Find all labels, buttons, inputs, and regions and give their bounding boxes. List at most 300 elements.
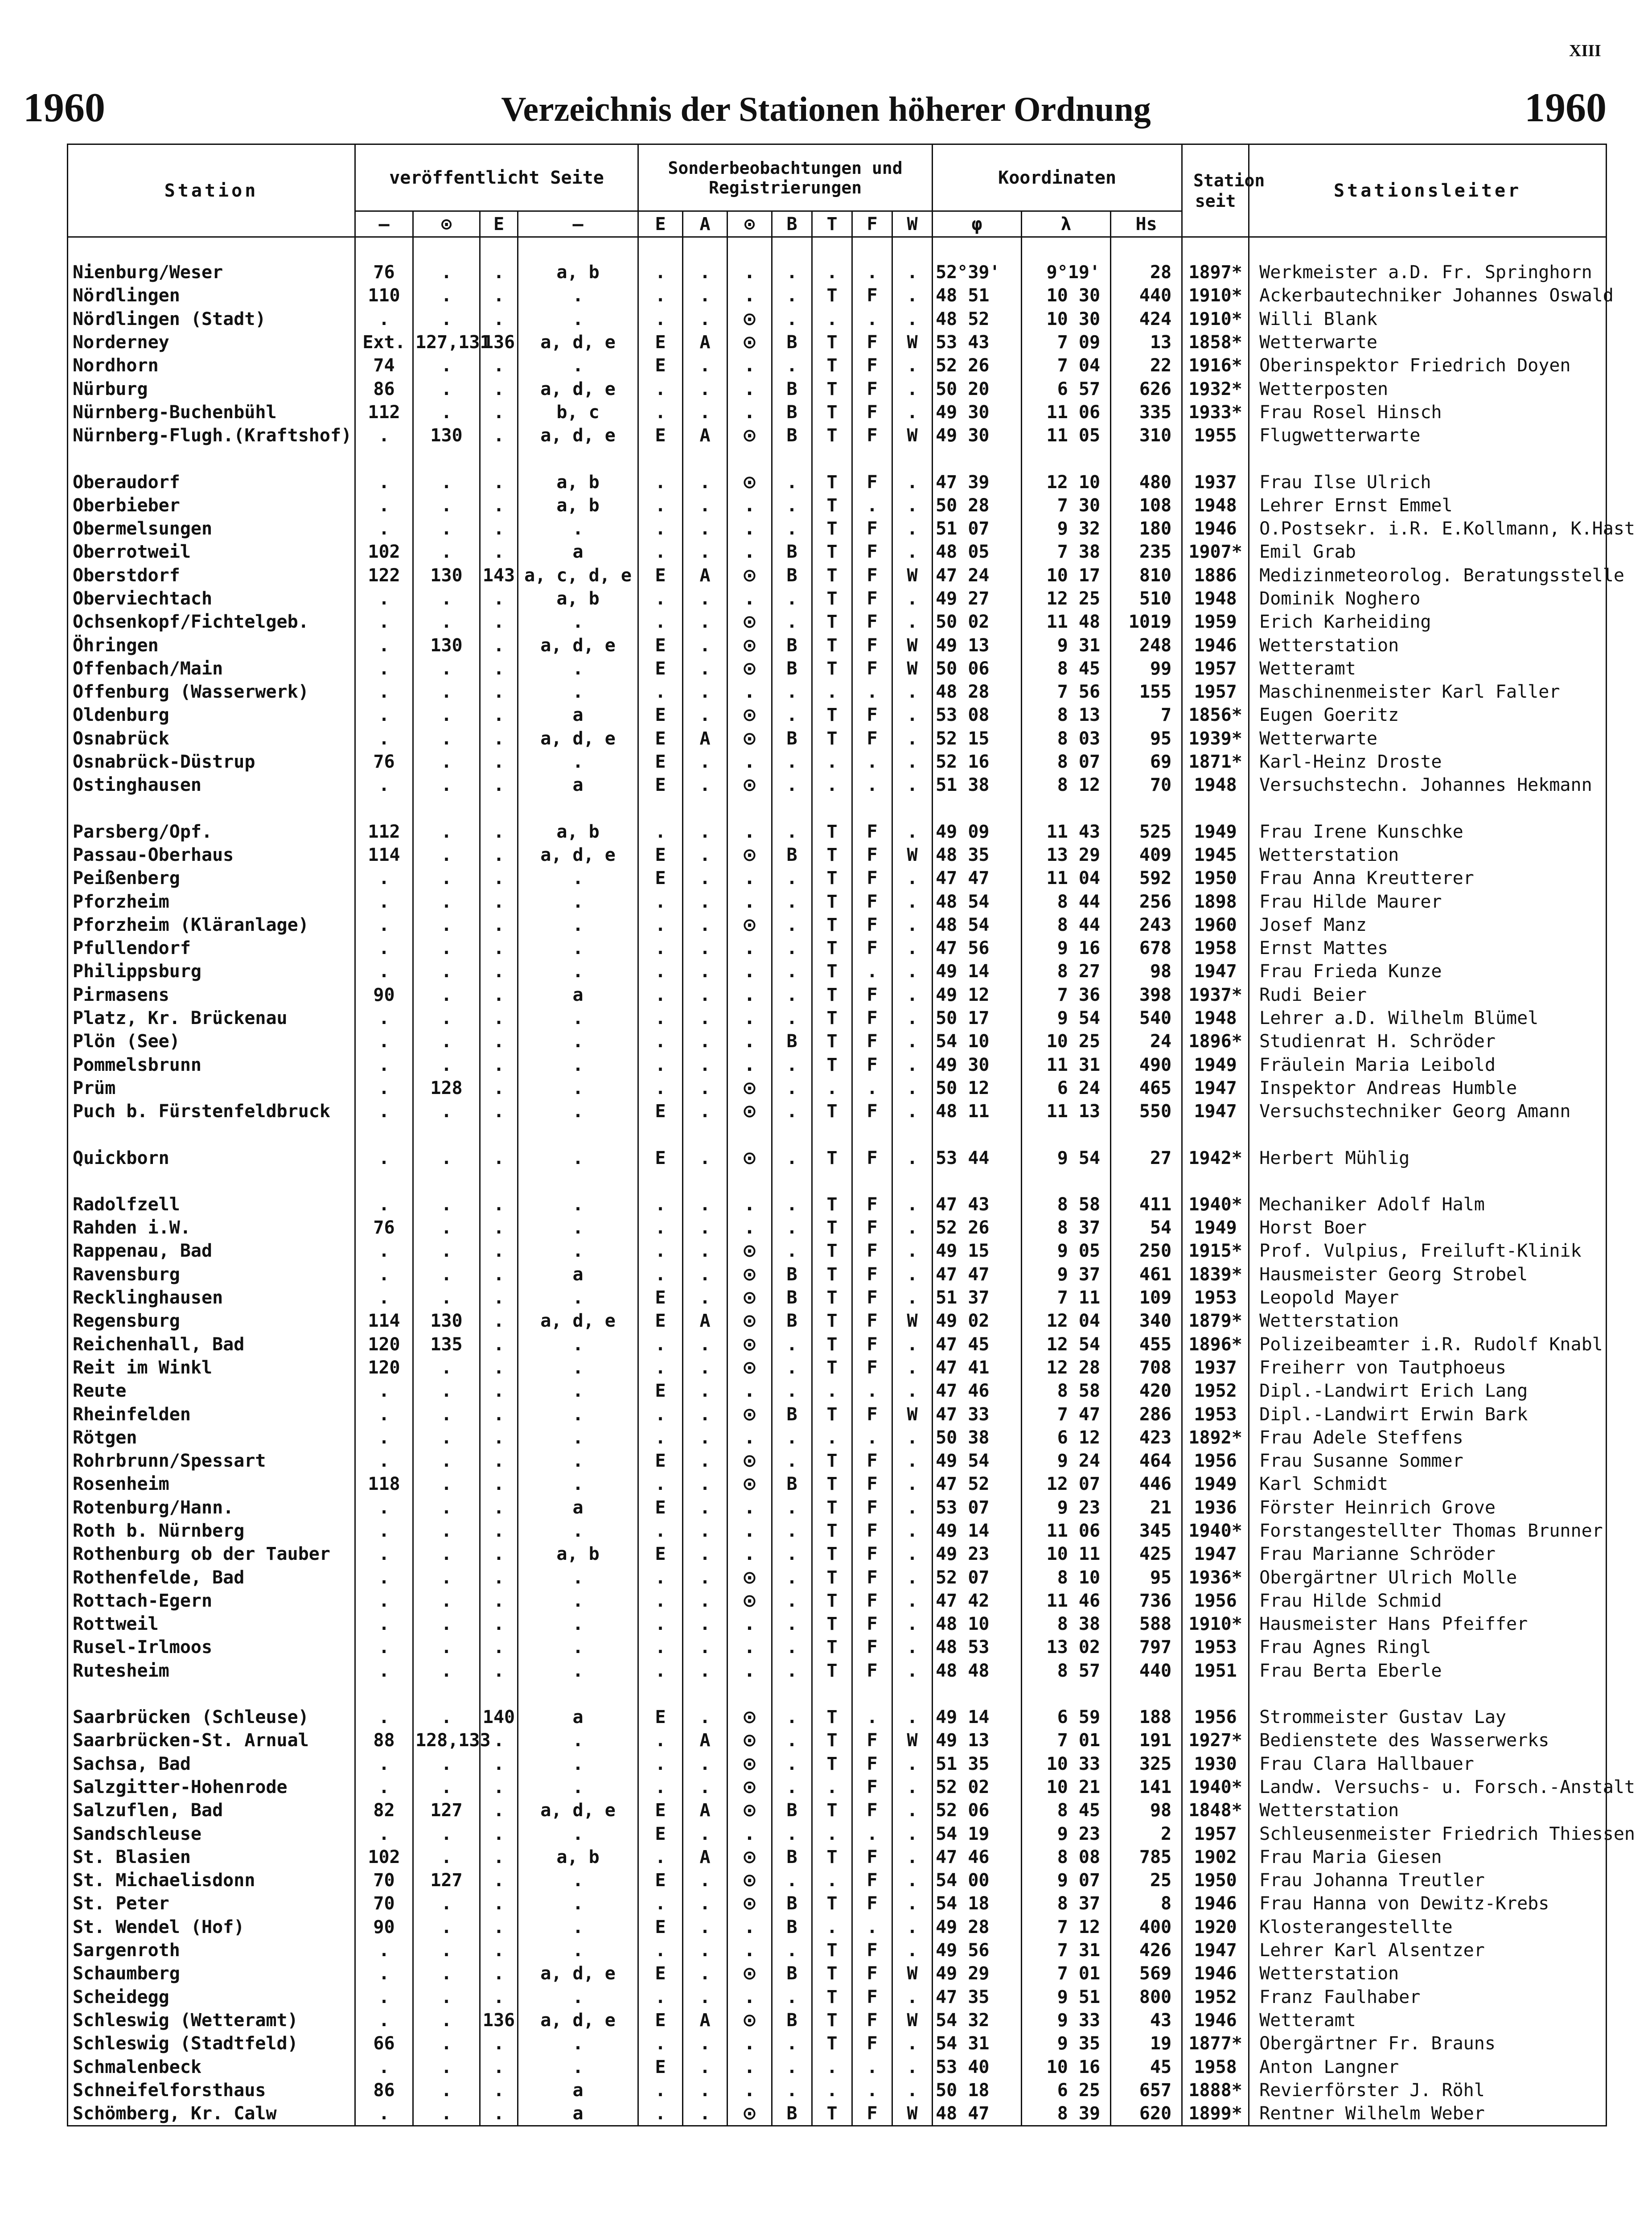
station-name: Rohrbrunn/Spessart xyxy=(68,1449,355,1472)
table-row xyxy=(68,1612,1607,1636)
pub-e: . xyxy=(480,587,518,610)
obs-b: B xyxy=(772,1402,812,1426)
coord-phi: 49 54 xyxy=(933,1449,1022,1472)
pub-a: 122 xyxy=(355,564,413,587)
obs-a: . xyxy=(683,750,727,773)
empty-cell xyxy=(480,797,518,820)
obs-e: . xyxy=(638,308,683,331)
section-gap xyxy=(68,797,1607,820)
empty-cell xyxy=(933,1682,1022,1706)
station-name: Pforzheim (Kläranlage) xyxy=(68,913,355,937)
pub-e: . xyxy=(480,1519,518,1542)
pub-b: . xyxy=(518,1077,638,1100)
pub-sun: 135 xyxy=(413,1332,480,1356)
obs-t: . xyxy=(812,2079,852,2102)
obs-sun: ⊙ xyxy=(727,1356,772,1379)
empty-cell xyxy=(68,797,355,820)
obs-sun: ⊙ xyxy=(727,727,772,750)
pub-a: 102 xyxy=(355,540,413,563)
coord-lambda: 8 03 xyxy=(1022,727,1111,750)
coord-lambda: 8 38 xyxy=(1022,1612,1111,1636)
obs-t: . xyxy=(812,1822,852,1845)
pub-e: 136 xyxy=(480,2009,518,2032)
station-name: Rottweil xyxy=(68,1612,355,1636)
pub-a: 102 xyxy=(355,1846,413,1869)
pub-a: 76 xyxy=(355,261,413,284)
obs-t: T xyxy=(812,517,852,540)
coord-lambda: 9 54 xyxy=(1022,1146,1111,1169)
pub-sun: . xyxy=(413,1822,480,1845)
coord-height: 440 xyxy=(1111,284,1182,307)
obs-b: B xyxy=(772,1263,812,1286)
station-since: 1896* xyxy=(1182,1030,1249,1053)
obs-b: . xyxy=(772,1496,812,1519)
obs-a: . xyxy=(683,1636,727,1659)
obs-w: W xyxy=(892,1309,933,1332)
obs-f: F xyxy=(852,1869,892,1892)
pub-sun: . xyxy=(413,2009,480,2032)
coord-height: 510 xyxy=(1111,587,1182,610)
obs-a: . xyxy=(683,820,727,843)
pub-sun: . xyxy=(413,354,480,377)
pub-a: . xyxy=(355,1146,413,1169)
coord-height: 424 xyxy=(1111,308,1182,331)
pub-b: . xyxy=(518,1286,638,1309)
station-name: Pommelsbrunn xyxy=(68,1053,355,1077)
empty-cell xyxy=(1249,1682,1607,1706)
coord-height: 335 xyxy=(1111,401,1182,424)
pub-a: . xyxy=(355,960,413,983)
pub-b: a, d, e xyxy=(518,1309,638,1332)
empty-cell xyxy=(852,447,892,470)
obs-b: B xyxy=(772,564,812,587)
pub-a: 90 xyxy=(355,983,413,1007)
coord-height: 420 xyxy=(1111,1379,1182,1402)
coord-height: 70 xyxy=(1111,773,1182,797)
obs-e: . xyxy=(638,960,683,983)
empty-cell xyxy=(1022,1682,1111,1706)
pub-b: . xyxy=(518,1100,638,1123)
coord-height: 340 xyxy=(1111,1309,1182,1332)
obs-w: . xyxy=(892,1542,933,1566)
coord-height: 25 xyxy=(1111,1869,1182,1892)
obs-f: F xyxy=(852,424,892,447)
station-leader: Obergärtner Fr. Brauns xyxy=(1249,2032,1607,2055)
obs-b: . xyxy=(772,750,812,773)
pub-e: . xyxy=(480,1566,518,1589)
station-name: Oberaudorf xyxy=(68,470,355,494)
obs-a: . xyxy=(683,1449,727,1472)
obs-w: . xyxy=(892,494,933,517)
obs-t: T xyxy=(812,401,852,424)
pub-sun: . xyxy=(413,1659,480,1682)
obs-w: . xyxy=(892,2055,933,2078)
coord-height: 19 xyxy=(1111,2032,1182,2055)
obs-b: B xyxy=(772,1916,812,1939)
obs-t: T xyxy=(812,1263,852,1286)
table-row xyxy=(68,680,1607,703)
obs-w: . xyxy=(892,960,933,983)
obs-w: . xyxy=(892,750,933,773)
col-pub-2: E xyxy=(480,211,518,237)
station-name: Radolfzell xyxy=(68,1193,355,1216)
station-since: 1946 xyxy=(1182,2009,1249,2032)
pub-a: . xyxy=(355,1053,413,1077)
coord-phi: 49 02 xyxy=(933,1309,1022,1332)
pub-a: . xyxy=(355,1589,413,1612)
coord-phi: 54 31 xyxy=(933,2032,1022,2055)
station-since: 1945 xyxy=(1182,843,1249,867)
obs-sun: . xyxy=(727,2055,772,2078)
station-since: 1947 xyxy=(1182,960,1249,983)
pub-sun: . xyxy=(413,960,480,983)
coord-phi: 49 15 xyxy=(933,1239,1022,1263)
empty-cell xyxy=(812,237,852,261)
obs-f: F xyxy=(852,1356,892,1379)
pub-a: . xyxy=(355,517,413,540)
obs-w: . xyxy=(892,1496,933,1519)
station-name: Schleswig (Wetteramt) xyxy=(68,2009,355,2032)
coord-height: 461 xyxy=(1111,1263,1182,1286)
coord-phi: 48 48 xyxy=(933,1659,1022,1682)
obs-f: F xyxy=(852,1146,892,1169)
coord-lambda: 8 45 xyxy=(1022,657,1111,680)
obs-e: . xyxy=(638,1589,683,1612)
obs-f: F xyxy=(852,820,892,843)
pub-e: . xyxy=(480,1100,518,1123)
obs-a: . xyxy=(683,1030,727,1053)
pub-a: . xyxy=(355,1100,413,1123)
station-leader: Josef Manz xyxy=(1249,913,1607,937)
pub-b: . xyxy=(518,517,638,540)
pub-e: . xyxy=(480,1869,518,1892)
table-row xyxy=(68,2102,1607,2126)
coord-lambda: 10 21 xyxy=(1022,1776,1111,1799)
obs-e: E xyxy=(638,331,683,354)
pub-sun: . xyxy=(413,820,480,843)
pub-sun: . xyxy=(413,540,480,563)
obs-f: F xyxy=(852,1100,892,1123)
obs-f: F xyxy=(852,1776,892,1799)
empty-cell xyxy=(355,447,413,470)
coord-height: 24 xyxy=(1111,1030,1182,1053)
pub-sun: . xyxy=(413,1053,480,1077)
pub-e: . xyxy=(480,843,518,867)
pub-sun: . xyxy=(413,680,480,703)
obs-b: B xyxy=(772,1286,812,1309)
pub-sun: . xyxy=(413,1007,480,1030)
pub-sun: . xyxy=(413,1566,480,1589)
station-since: 1937 xyxy=(1182,1356,1249,1379)
table-row xyxy=(68,1822,1607,1845)
obs-a: . xyxy=(683,1892,727,1915)
pub-b: . xyxy=(518,657,638,680)
coord-lambda: 8 58 xyxy=(1022,1193,1111,1216)
coord-height: 180 xyxy=(1111,517,1182,540)
pub-e: . xyxy=(480,1309,518,1332)
table-row xyxy=(68,890,1607,913)
station-since: 1871* xyxy=(1182,750,1249,773)
obs-e: . xyxy=(638,1659,683,1682)
station-leader: Wetterstation xyxy=(1249,633,1607,657)
pub-e: . xyxy=(480,1379,518,1402)
station-leader: Flugwetterwarte xyxy=(1249,424,1607,447)
pub-b: a xyxy=(518,1706,638,1729)
station-since: 1839* xyxy=(1182,1263,1249,1286)
pub-sun: . xyxy=(413,1146,480,1169)
pub-a: . xyxy=(355,633,413,657)
obs-f: F xyxy=(852,890,892,913)
pub-e: . xyxy=(480,1077,518,1100)
station-name: Rusel-Irlmoos xyxy=(68,1636,355,1659)
obs-sun: ⊙ xyxy=(727,564,772,587)
table-row xyxy=(68,610,1607,633)
pub-sun: 128,133 xyxy=(413,1729,480,1752)
station-name: Sandschleuse xyxy=(68,1822,355,1845)
empty-cell xyxy=(892,447,933,470)
pub-e: . xyxy=(480,517,518,540)
obs-t: T xyxy=(812,843,852,867)
empty-cell xyxy=(518,237,638,261)
obs-w: . xyxy=(892,1939,933,1962)
station-leader: Rentner Wilhelm Weber xyxy=(1249,2102,1607,2126)
obs-a: . xyxy=(683,1402,727,1426)
obs-a: . xyxy=(683,1496,727,1519)
station-name: Sachsa, Bad xyxy=(68,1752,355,1776)
obs-w: . xyxy=(892,1030,933,1053)
coord-lambda: 12 54 xyxy=(1022,1332,1111,1356)
table-row xyxy=(68,703,1607,727)
obs-sun: ⊙ xyxy=(727,424,772,447)
pub-a: . xyxy=(355,1962,413,1985)
obs-w: . xyxy=(892,913,933,937)
pub-a: . xyxy=(355,494,413,517)
obs-sun: . xyxy=(727,1216,772,1239)
station-since: 1940* xyxy=(1182,1519,1249,1542)
obs-e: E xyxy=(638,424,683,447)
coord-phi: 49 14 xyxy=(933,1706,1022,1729)
coord-height: 708 xyxy=(1111,1356,1182,1379)
empty-cell xyxy=(933,1123,1022,1146)
empty-cell xyxy=(683,237,727,261)
pub-sun: . xyxy=(413,1100,480,1123)
pub-a: . xyxy=(355,773,413,797)
obs-f: F xyxy=(852,983,892,1007)
station-name: Peißenberg xyxy=(68,867,355,890)
coord-lambda: 6 25 xyxy=(1022,2079,1111,2102)
empty-cell xyxy=(355,797,413,820)
obs-e: E xyxy=(638,1146,683,1169)
table-row xyxy=(68,1496,1607,1519)
pub-e: . xyxy=(480,1939,518,1962)
obs-f: F xyxy=(852,1402,892,1426)
station-leader: Frau Anna Kreutterer xyxy=(1249,867,1607,890)
coord-lambda: 7 56 xyxy=(1022,680,1111,703)
obs-b: . xyxy=(772,1542,812,1566)
obs-sun: ⊙ xyxy=(727,1472,772,1496)
empty-cell xyxy=(480,1682,518,1706)
table-row xyxy=(68,424,1607,447)
obs-w: . xyxy=(892,1472,933,1496)
empty-cell xyxy=(772,1170,812,1193)
coord-height: 27 xyxy=(1111,1146,1182,1169)
station-since: 1956 xyxy=(1182,1589,1249,1612)
coord-lambda: 9 07 xyxy=(1022,1869,1111,1892)
coord-lambda: 7 11 xyxy=(1022,1286,1111,1309)
obs-t: T xyxy=(812,1100,852,1123)
obs-e: . xyxy=(638,820,683,843)
coord-lambda: 10 17 xyxy=(1022,564,1111,587)
station-since: 1915* xyxy=(1182,1239,1249,1263)
obs-sun: . xyxy=(727,1939,772,1962)
obs-f: F xyxy=(852,1542,892,1566)
pub-b: a xyxy=(518,983,638,1007)
table-row xyxy=(68,1729,1607,1752)
station-leader: Frau Hilde Schmid xyxy=(1249,1589,1607,1612)
station-leader: Frau Frieda Kunze xyxy=(1249,960,1607,983)
table-row xyxy=(68,843,1607,867)
obs-f: F xyxy=(852,1729,892,1752)
obs-t: . xyxy=(812,680,852,703)
obs-b: . xyxy=(772,1449,812,1472)
pub-a: 82 xyxy=(355,1799,413,1822)
coord-height: 286 xyxy=(1111,1402,1182,1426)
pub-b: . xyxy=(518,1869,638,1892)
coord-height: 440 xyxy=(1111,1659,1182,1682)
pub-sun: 130 xyxy=(413,424,480,447)
pub-b: . xyxy=(518,1916,638,1939)
coord-height: 256 xyxy=(1111,890,1182,913)
pub-a: . xyxy=(355,1449,413,1472)
coord-lambda: 11 46 xyxy=(1022,1589,1111,1612)
station-name: Ochsenkopf/Fichtelgeb. xyxy=(68,610,355,633)
station-since: 1920 xyxy=(1182,1916,1249,1939)
coord-lambda: 10 30 xyxy=(1022,284,1111,307)
obs-b: B xyxy=(772,331,812,354)
obs-t: T xyxy=(812,1146,852,1169)
station-leader: Wetterstation xyxy=(1249,1799,1607,1822)
coord-phi: 47 46 xyxy=(933,1846,1022,1869)
coord-lambda: 8 58 xyxy=(1022,1379,1111,1402)
obs-b: B xyxy=(772,1846,812,1869)
obs-e: E xyxy=(638,1542,683,1566)
obs-e: E xyxy=(638,1962,683,1985)
obs-a: . xyxy=(683,1239,727,1263)
station-leader: Frau Agnes Ringl xyxy=(1249,1636,1607,1659)
pub-e: . xyxy=(480,1752,518,1776)
obs-w: . xyxy=(892,470,933,494)
pub-b: . xyxy=(518,937,638,960)
station-name: St. Michaelisdonn xyxy=(68,1869,355,1892)
obs-f: F xyxy=(852,1519,892,1542)
obs-t: T xyxy=(812,1542,852,1566)
obs-f: F xyxy=(852,937,892,960)
pub-a: . xyxy=(355,1286,413,1309)
pub-sun: . xyxy=(413,1426,480,1449)
pub-a: 86 xyxy=(355,2079,413,2102)
coord-lambda: 8 07 xyxy=(1022,750,1111,773)
coord-phi: 50 12 xyxy=(933,1077,1022,1100)
station-name: Oldenburg xyxy=(68,703,355,727)
pub-b: a, c, d, e xyxy=(518,564,638,587)
table-row xyxy=(68,1542,1607,1566)
pub-a: 112 xyxy=(355,820,413,843)
obs-t: T xyxy=(812,1846,852,1869)
obs-f: F xyxy=(852,1286,892,1309)
empty-cell xyxy=(355,1170,413,1193)
coord-height: 95 xyxy=(1111,727,1182,750)
pub-e: . xyxy=(480,1496,518,1519)
empty-cell xyxy=(68,1123,355,1146)
pub-e: . xyxy=(480,1892,518,1915)
station-leader: Karl Schmidt xyxy=(1249,1472,1607,1496)
coord-lambda: 9 54 xyxy=(1022,1007,1111,1030)
station-name: Pfullendorf xyxy=(68,937,355,960)
coord-phi: 48 54 xyxy=(933,890,1022,913)
obs-a: . xyxy=(683,1985,727,2008)
obs-sun: . xyxy=(727,587,772,610)
obs-t: T xyxy=(812,1659,852,1682)
coord-phi: 53 40 xyxy=(933,2055,1022,2078)
pub-e: . xyxy=(480,2032,518,2055)
obs-t: T xyxy=(812,1496,852,1519)
coord-lambda: 9 37 xyxy=(1022,1263,1111,1286)
obs-b: . xyxy=(772,937,812,960)
obs-b: . xyxy=(772,913,812,937)
coord-phi: 52 15 xyxy=(933,727,1022,750)
obs-w: . xyxy=(892,1053,933,1077)
pub-b: . xyxy=(518,354,638,377)
obs-b: B xyxy=(772,1799,812,1822)
coord-phi: 51 35 xyxy=(933,1752,1022,1776)
coord-phi: 48 28 xyxy=(933,680,1022,703)
empty-cell xyxy=(518,1123,638,1146)
obs-sun: . xyxy=(727,1053,772,1077)
obs-w: . xyxy=(892,2032,933,2055)
obs-a: . xyxy=(683,1916,727,1939)
pub-b: . xyxy=(518,2032,638,2055)
obs-f: F xyxy=(852,1216,892,1239)
pub-sun: . xyxy=(413,1239,480,1263)
coord-lambda: 7 01 xyxy=(1022,1729,1111,1752)
obs-e: E xyxy=(638,657,683,680)
obs-b: . xyxy=(772,610,812,633)
pub-sun: . xyxy=(413,1939,480,1962)
coord-height: 21 xyxy=(1111,1496,1182,1519)
empty-cell xyxy=(1022,237,1111,261)
obs-w: . xyxy=(892,773,933,797)
pub-sun: . xyxy=(413,890,480,913)
pub-sun: 130 xyxy=(413,1309,480,1332)
obs-b: . xyxy=(772,1193,812,1216)
station-since: 1946 xyxy=(1182,517,1249,540)
station-leader: Ernst Mattes xyxy=(1249,937,1607,960)
table-row xyxy=(68,1309,1607,1332)
pub-sun: . xyxy=(413,1846,480,1869)
obs-e: . xyxy=(638,284,683,307)
obs-f: F xyxy=(852,867,892,890)
station-leader: Willi Blank xyxy=(1249,308,1607,331)
obs-b: . xyxy=(772,1239,812,1263)
coord-height: 95 xyxy=(1111,1566,1182,1589)
obs-w: . xyxy=(892,284,933,307)
pub-b: . xyxy=(518,1636,638,1659)
obs-f: F xyxy=(852,1752,892,1776)
station-since: 1951 xyxy=(1182,1659,1249,1682)
obs-w: . xyxy=(892,680,933,703)
obs-t: . xyxy=(812,1426,852,1449)
empty-cell xyxy=(812,797,852,820)
